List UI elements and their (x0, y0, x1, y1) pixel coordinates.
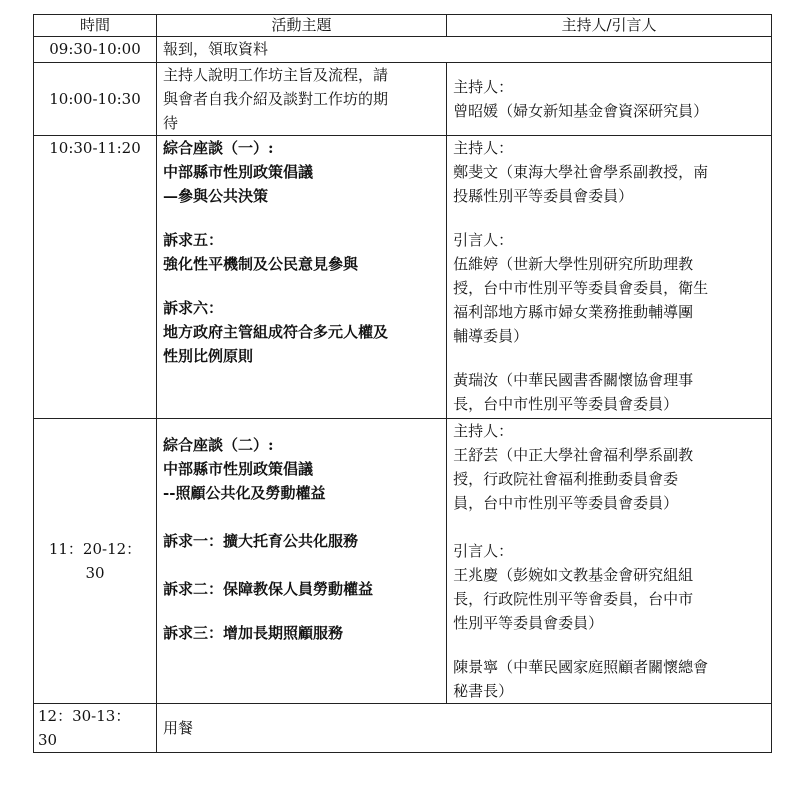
speaker-label: 引言人： (453, 231, 514, 249)
host-text: 員，台中市性別平等委員會委員） (453, 494, 679, 512)
host-cell (447, 136, 772, 419)
demand-text: 訴求三：增加長期照顧服務 (163, 624, 344, 642)
time-cell (34, 704, 157, 753)
time-cell: 10:00-10:30 (34, 63, 157, 136)
topic-cell (157, 419, 447, 704)
speaker-text: 伍維婷（世新大學性別研究所助理教 (453, 255, 694, 273)
host-cell (447, 63, 772, 136)
host-label: 主持人： (453, 422, 514, 440)
topic-cell: 用餐 (157, 704, 772, 753)
header-time: 時間 (34, 15, 157, 37)
topic-cell: 報到，領取資料 (157, 37, 772, 63)
speaker-text: 性別平等委員會委員） (453, 614, 604, 632)
demand-text: 強化性平機制及公民意見參與 (163, 255, 359, 273)
host-text: 鄭斐文（東海大學社會學系副教授，南 (453, 163, 709, 181)
header-topic: 活動主題 (157, 15, 447, 37)
session-theme: --照顧公共化及勞動權益 (163, 484, 326, 502)
table-row (34, 37, 772, 63)
table-row (34, 136, 772, 419)
session-theme: —參與公共決策 (163, 187, 269, 205)
time-text: 12：30-13： (38, 707, 131, 725)
topic-cell (157, 63, 447, 136)
speaker-text: 長，台中市性別平等委員會委員） (453, 395, 679, 413)
host-label: 主持人： (453, 78, 514, 96)
host-text: 王舒芸（中正大學社會福利學系副教 (453, 446, 694, 464)
time-cell (34, 419, 157, 704)
header-host: 主持人/引言人 (447, 15, 772, 37)
time-text: 30 (85, 564, 105, 582)
time-text: 11：20-12： (48, 540, 142, 558)
demand-label: 訴求五： (163, 231, 224, 249)
speaker-text: 秘書長） (453, 682, 514, 700)
speaker-text: 陳景寧（中華民國家庭照顧者關懷總會 (453, 658, 709, 676)
host-text: 投縣性別平等委員會委員） (453, 187, 634, 205)
demand-text: 訴求二：保障教保人員勞動權益 (163, 580, 374, 598)
agenda-table (33, 14, 772, 753)
speaker-label: 引言人： (453, 542, 514, 560)
table-row (34, 419, 772, 704)
topic-cell (157, 136, 447, 419)
time-text: 30 (38, 731, 58, 749)
time-cell: 09:30-10:00 (34, 37, 157, 63)
session-title: 綜合座談（一）: (163, 139, 274, 157)
table-row (34, 63, 772, 136)
speaker-text: 黃瑞汝（中華民國書香關懷協會理事 (453, 371, 694, 389)
speaker-text: 福利部地方縣市婦女業務推動輔導團 (453, 303, 694, 321)
session-subtitle: 中部縣市性別政策倡議 (163, 163, 314, 181)
host-text: 曾昭媛（婦女新知基金會資深研究員） (453, 102, 709, 120)
demand-text: 性別比例原則 (163, 347, 254, 365)
topic-line: 待 (163, 114, 179, 132)
header-row (34, 15, 772, 37)
demand-text: 訴求一：擴大托育公共化服務 (163, 532, 359, 550)
host-cell (447, 419, 772, 704)
host-label: 主持人： (453, 139, 514, 157)
topic-line: 與會者自我介紹及談對工作坊的期 (163, 90, 389, 108)
demand-text: 地方政府主管組成符合多元人權及 (163, 323, 389, 341)
table-row (34, 704, 772, 753)
demand-label: 訴求六： (163, 299, 224, 317)
session-title: 綜合座談（二）: (163, 436, 274, 454)
speaker-text: 授，台中市性別平等委員會委員，衛生 (453, 279, 709, 297)
speaker-text: 輔導委員） (453, 327, 529, 345)
time-cell: 10:30-11:20 (34, 136, 157, 419)
speaker-text: 王兆慶（彭婉如文教基金會研究組組 (453, 566, 694, 584)
speaker-text: 長，行政院性別平等會委員，台中市 (453, 590, 694, 608)
topic-line: 主持人說明工作坊主旨及流程，請 (163, 66, 389, 84)
host-text: 授，行政院社會福利推動委員會委 (453, 470, 679, 488)
session-subtitle: 中部縣市性別政策倡議 (163, 460, 314, 478)
